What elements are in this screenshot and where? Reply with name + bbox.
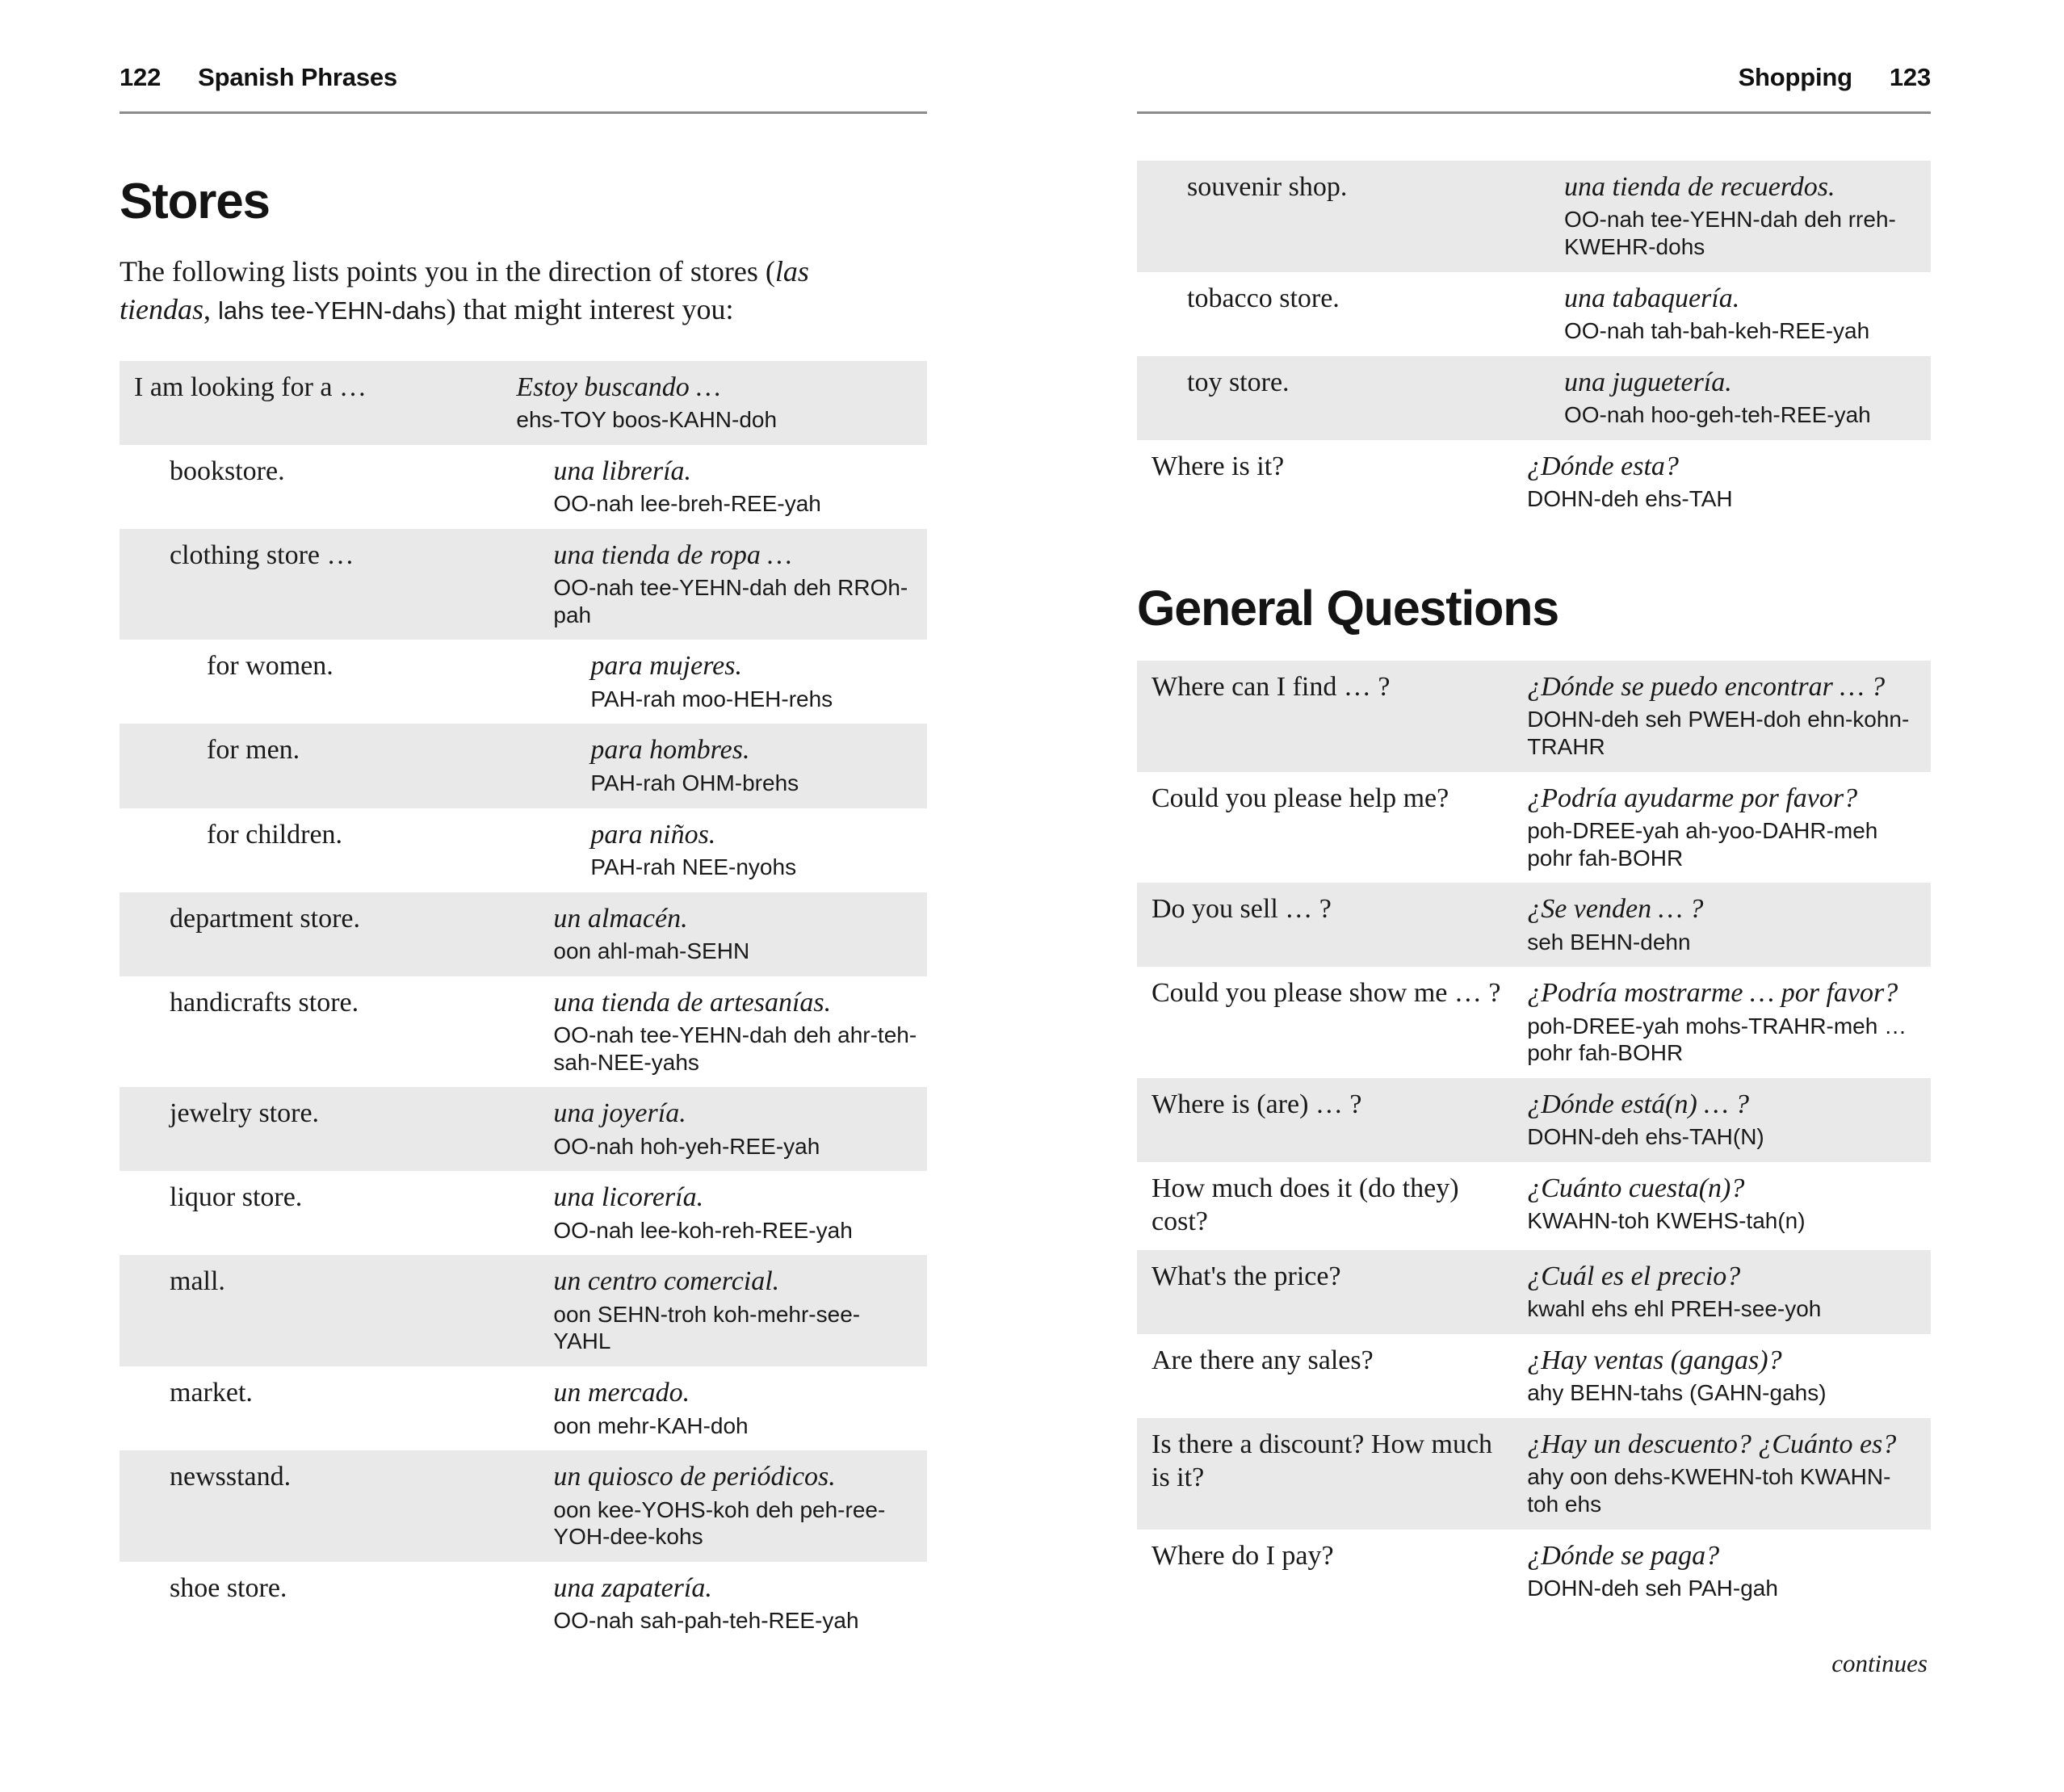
row-spanish-phrase: ¿Podría ayudarme por favor?	[1527, 783, 1858, 813]
row-pronunciation: kwahl ehs ehl PREH-see-yoh	[1527, 1296, 1822, 1322]
row-spanish-phrase: ¿Hay un descuento? ¿Cuánto es?	[1527, 1429, 1897, 1459]
table-row	[120, 1255, 927, 1366]
row-spanish-phrase: una juguetería.	[1564, 367, 1732, 397]
row-spanish-cell	[1527, 883, 1931, 967]
row-pronunciation: seh BEHN-dehn	[1527, 929, 1691, 955]
row-spanish-phrase: ¿Se venden … ?	[1527, 894, 1704, 925]
row-pronunciation: DOHN-deh ehs-TAH(N)	[1527, 1124, 1764, 1150]
row-spanish-cell	[516, 361, 927, 445]
row-english-phrase: What's the price?	[1152, 1261, 1341, 1291]
right-running-head	[1137, 63, 1931, 100]
row-spanish-phrase: un quiosco de periódicos.	[553, 1462, 836, 1492]
row-english-phrase: Are there any sales?	[1152, 1345, 1374, 1375]
general-questions-table	[1137, 661, 1931, 1614]
table-row	[1137, 772, 1931, 883]
stores-section-title: Stores	[120, 174, 270, 229]
row-spanish-cell	[516, 529, 927, 640]
row-spanish-phrase: ¿Cuál es el precio?	[1527, 1261, 1741, 1291]
row-spanish-cell	[1527, 272, 1931, 356]
row-english-phrase: Could you please help me?	[1152, 783, 1449, 813]
row-english-phrase: department store.	[170, 903, 361, 934]
row-pronunciation: OO-nah sah-pah-teh-REE-yah	[553, 1608, 859, 1634]
row-english-phrase: I am looking for a …	[134, 371, 367, 402]
row-spanish-phrase: un mercado.	[553, 1378, 690, 1408]
row-spanish-cell	[516, 640, 927, 724]
row-spanish-phrase: una librería.	[553, 455, 692, 486]
row-spanish-phrase: ¿Hay ventas (gangas)?	[1527, 1345, 1782, 1375]
row-spanish-phrase: ¿Dónde esta?	[1527, 451, 1679, 481]
row-spanish-phrase: una joyería.	[553, 1098, 686, 1129]
row-spanish-phrase: ¿Dónde se paga?	[1527, 1540, 1720, 1571]
row-spanish-cell	[516, 724, 927, 808]
row-spanish-phrase: para niños.	[590, 819, 716, 850]
row-spanish-cell	[516, 1366, 927, 1450]
row-pronunciation: OO-nah lee-koh-reh-REE-yah	[553, 1217, 853, 1243]
table-row	[1137, 1334, 1931, 1418]
table-row	[120, 445, 927, 529]
row-english-phrase: Where is it?	[1152, 451, 1285, 481]
row-pronunciation: oon kee-YOHS-koh deh peh-ree-YOH-dee-kohs	[553, 1496, 886, 1550]
table-row	[120, 1366, 927, 1450]
table-row	[1137, 1418, 1931, 1530]
table-row	[120, 808, 927, 892]
row-english-phrase: tobacco store.	[1187, 283, 1340, 313]
row-english-phrase: bookstore.	[170, 455, 285, 486]
row-english-phrase: shoe store.	[170, 1572, 287, 1603]
intro-part3: ) that might interest you:	[446, 292, 734, 325]
row-spanish-cell	[1527, 161, 1931, 272]
row-pronunciation: OO-nah lee-breh-REE-yah	[553, 491, 821, 517]
row-spanish-cell	[1527, 1334, 1931, 1418]
row-spanish-cell	[516, 1450, 927, 1562]
row-english-phrase: for children.	[207, 819, 343, 850]
row-spanish-cell	[516, 1171, 927, 1255]
row-spanish-cell	[1527, 967, 1931, 1078]
table-row	[120, 640, 927, 724]
general-questions-section-title: General Questions	[1137, 580, 1558, 636]
row-english-phrase: for men.	[207, 735, 300, 766]
table-row	[1137, 661, 1931, 772]
right-running-head-title: Shopping	[1738, 63, 1852, 91]
row-pronunciation: ahy BEHN-tahs (GAHN-gahs)	[1527, 1380, 1827, 1406]
row-english-phrase: for women.	[207, 651, 334, 682]
table-row	[1137, 440, 1931, 524]
row-spanish-phrase: para mujeres.	[590, 651, 743, 682]
row-spanish-cell	[1527, 1250, 1931, 1334]
row-spanish-phrase: un almacén.	[553, 903, 688, 934]
row-spanish-cell	[1527, 1078, 1931, 1162]
row-pronunciation: PAH-rah NEE-nyohs	[590, 854, 797, 879]
row-spanish-cell	[516, 976, 927, 1088]
row-spanish-phrase: ¿Dónde se puedo encontrar … ?	[1527, 671, 1886, 702]
row-spanish-cell	[516, 892, 927, 976]
row-pronunciation: PAH-rah moo-HEH-rehs	[590, 686, 833, 711]
table-row	[1137, 272, 1931, 356]
row-pronunciation: poh-DREE-yah ah-yoo-DAHR-meh pohr fah-BOHR	[1527, 817, 1878, 871]
row-pronunciation: OO-nah tee-YEHN-dah deh RROh-pah	[553, 575, 908, 627]
row-pronunciation: oon ahl-mah-SEHN	[553, 938, 750, 964]
row-spanish-phrase: para hombres.	[590, 735, 750, 766]
table-row	[1137, 1250, 1931, 1334]
intro-italic-term: las tiendas	[120, 255, 809, 325]
intro-part2: ,	[203, 292, 218, 325]
table-row	[120, 1087, 927, 1171]
row-pronunciation: OO-nah tee-YEHN-dah deh ahr-teh-sah-NEE-yahs	[553, 1022, 917, 1075]
table-row	[1137, 883, 1931, 967]
row-spanish-phrase: un centro comercial.	[553, 1266, 780, 1297]
stores-continued-table	[1137, 161, 1931, 524]
general-questions-body	[1137, 661, 1931, 1614]
row-english-phrase: newsstand.	[170, 1462, 292, 1492]
continues-note: continues	[1831, 1648, 1928, 1677]
intro-phonetic: lahs tee-YEHN-dahs	[218, 296, 447, 325]
row-pronunciation: KWAHN-toh KWEHS-tah(n)	[1527, 1208, 1806, 1234]
row-english-phrase: Where can I find … ?	[1152, 671, 1391, 702]
row-pronunciation: oon mehr-KAH-doh	[553, 1412, 749, 1438]
row-english-phrase: mall.	[170, 1266, 225, 1297]
row-spanish-cell	[516, 1562, 927, 1646]
row-spanish-phrase: una licorería.	[553, 1182, 704, 1213]
row-spanish-cell	[1527, 1418, 1931, 1530]
table-row	[120, 892, 927, 976]
left-running-head-title: Spanish Phrases	[198, 63, 397, 91]
table-row	[120, 724, 927, 808]
table-row	[1137, 161, 1931, 272]
intro-part1: The following lists points you in the direction of stores (	[120, 255, 775, 287]
row-spanish-cell	[516, 1087, 927, 1171]
row-spanish-cell	[1527, 356, 1931, 440]
row-spanish-phrase: una tienda de ropa …	[553, 539, 792, 570]
row-pronunciation: DOHN-deh seh PWEH-doh ehn-kohn-TRAHR	[1527, 707, 1910, 759]
row-spanish-cell	[1527, 1530, 1931, 1614]
row-pronunciation: oon SEHN-troh koh-mehr-see-YAHL	[553, 1301, 861, 1354]
stores-continued-body	[1137, 161, 1931, 524]
table-row	[1137, 1162, 1931, 1250]
row-spanish-cell	[1527, 440, 1931, 524]
row-pronunciation: OO-nah tee-YEHN-dah deh rreh-KWEHR-dohs	[1564, 207, 1896, 260]
row-spanish-phrase: una tienda de recuerdos.	[1564, 172, 1835, 202]
left-header-rule	[120, 111, 927, 114]
row-spanish-cell	[1527, 661, 1931, 772]
row-spanish-phrase: ¿Dónde está(n) … ?	[1527, 1089, 1750, 1119]
row-spanish-phrase: ¿Podría mostrarme … por favor?	[1527, 978, 1898, 1009]
row-pronunciation: OO-nah hoh-yeh-REE-yah	[553, 1133, 820, 1159]
stores-table-body	[120, 361, 927, 1646]
row-english-phrase: How much does it (do they) cost?	[1152, 1173, 1459, 1237]
table-row	[120, 361, 927, 445]
row-pronunciation: DOHN-deh seh PAH-gah	[1527, 1576, 1778, 1601]
row-english-phrase: Could you please show me … ?	[1152, 978, 1501, 1009]
row-english-phrase: handicrafts store.	[170, 987, 359, 1018]
row-pronunciation: OO-nah tah-bah-keh-REE-yah	[1564, 318, 1870, 344]
right-header-rule	[1137, 111, 1931, 114]
row-spanish-cell	[516, 445, 927, 529]
row-english-phrase: Is there a discount? How much is it?	[1152, 1429, 1493, 1493]
table-row	[120, 976, 927, 1088]
table-row	[1137, 1078, 1931, 1162]
row-pronunciation: DOHN-deh ehs-TAH	[1527, 486, 1733, 512]
row-pronunciation: poh-DREE-yah mohs-TRAHR-meh … pohr fah-BOHR	[1527, 1013, 1907, 1066]
row-spanish-cell	[1527, 1162, 1931, 1250]
row-pronunciation: ahy oon dehs-KWEHN-toh KWAHN-toh ehs	[1527, 1464, 1891, 1517]
row-pronunciation: OO-nah hoo-geh-teh-REE-yah	[1564, 402, 1871, 428]
row-spanish-cell	[516, 808, 927, 892]
right-page-number: 123	[1889, 63, 1931, 91]
row-spanish-phrase: una tabaquería.	[1564, 283, 1740, 313]
left-page-number: 122	[120, 63, 162, 91]
table-row	[120, 529, 927, 640]
right-page	[1032, 0, 2064, 1792]
row-pronunciation: PAH-rah OHM-brehs	[590, 770, 799, 795]
row-spanish-phrase: una tienda de artesanías.	[553, 987, 832, 1018]
table-row	[1137, 1530, 1931, 1614]
stores-phrase-table	[120, 361, 927, 1646]
table-row	[120, 1450, 927, 1562]
row-english-phrase: liquor store.	[170, 1182, 303, 1213]
row-spanish-cell	[516, 1255, 927, 1366]
row-english-phrase: Do you sell … ?	[1152, 894, 1332, 925]
row-spanish-phrase: una zapatería.	[553, 1572, 712, 1603]
row-spanish-phrase: ¿Cuánto cuesta(n)?	[1527, 1173, 1745, 1203]
table-row	[120, 1171, 927, 1255]
row-english-phrase: jewelry store.	[170, 1098, 320, 1129]
row-english-phrase: clothing store …	[170, 539, 354, 570]
table-row	[1137, 356, 1931, 440]
table-row	[120, 1562, 927, 1646]
left-running-head	[120, 63, 927, 100]
table-row	[1137, 967, 1931, 1078]
row-english-phrase: souvenir shop.	[1187, 172, 1348, 202]
row-pronunciation: ehs-TOY boos-KAHN-doh	[516, 407, 778, 433]
row-spanish-phrase: Estoy buscando …	[516, 371, 721, 402]
row-english-phrase: market.	[170, 1378, 253, 1408]
row-english-phrase: toy store.	[1187, 367, 1290, 397]
stores-intro-paragraph	[120, 253, 870, 329]
row-english-phrase: Where is (are) … ?	[1152, 1089, 1362, 1119]
row-english-phrase: Where do I pay?	[1152, 1540, 1334, 1571]
row-spanish-cell	[1527, 772, 1931, 883]
